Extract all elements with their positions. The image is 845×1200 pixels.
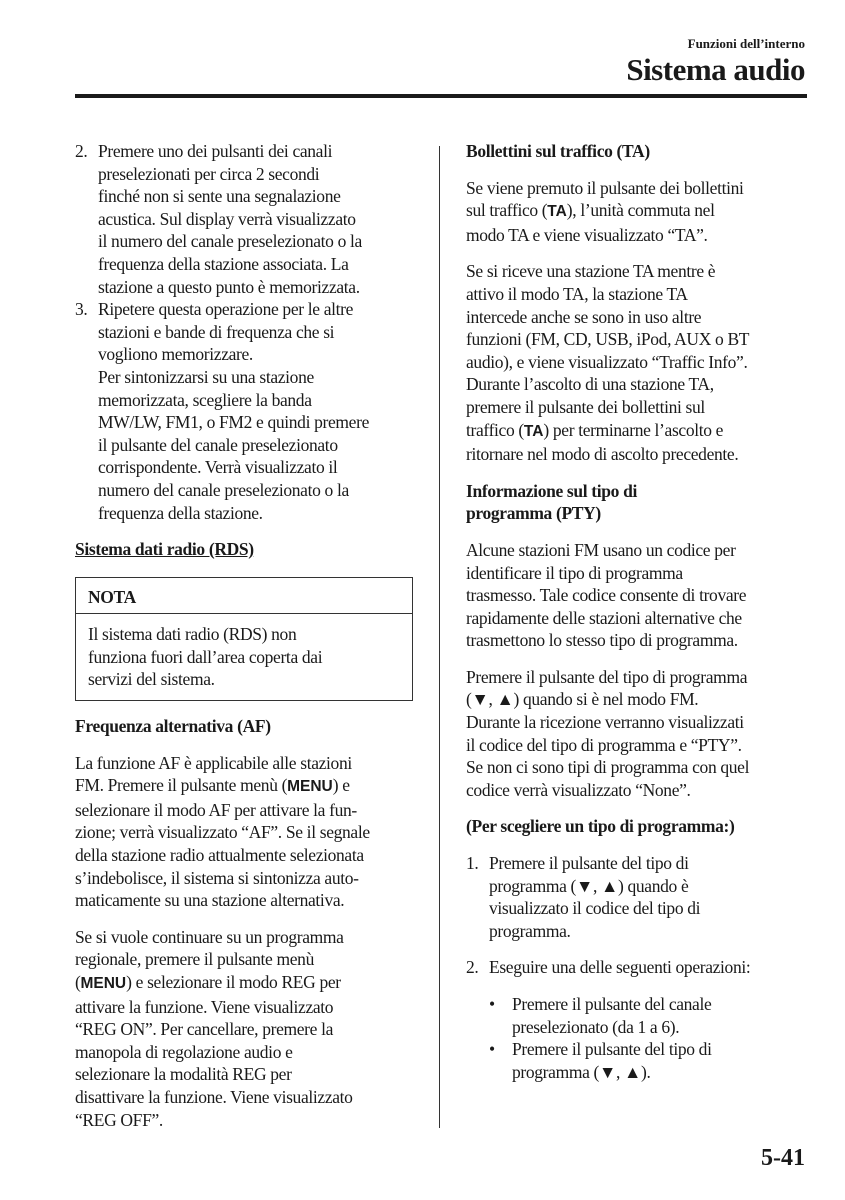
- text-line: programma (▼, ▲).: [512, 1061, 651, 1082]
- text-line: Sistema dati radio (RDS): [75, 539, 254, 560]
- text-line: finché non si sente una segnalazione: [98, 186, 341, 207]
- numbered-item: [75, 140, 415, 298]
- bullet-item: [466, 1038, 811, 1083]
- text-line: selezionare il modo AF per attivare la fun-: [75, 799, 357, 820]
- column-divider: [439, 146, 440, 1128]
- text-segment: ) e selezionare il modo REG per: [126, 972, 341, 992]
- text-line: rapidamente delle stazioni alternative che: [466, 607, 742, 628]
- text-line: MW/LW, FM1, o FM2 e quindi premere: [98, 412, 369, 433]
- text-line: La funzione AF è applicabile alle stazioni: [75, 752, 352, 773]
- text-line: Se si riceve una stazione TA mentre è: [466, 261, 716, 282]
- item-text: [489, 852, 700, 942]
- text-line: identificare il tipo di programma: [466, 562, 683, 583]
- left-column: [75, 140, 415, 1131]
- text-line: preselezionati per circa 2 secondi: [98, 163, 320, 184]
- text-line: Se non ci sono tipi di programma con quel: [466, 757, 750, 778]
- text-line: numero del canale preselezionato o la: [98, 479, 349, 500]
- button-key-label: MENU: [80, 975, 127, 992]
- item-text: [98, 298, 369, 524]
- text-line: servizi del sistema.: [88, 669, 215, 690]
- text-line: s’indebolisce, il sistema si sintonizza auto-: [75, 867, 359, 888]
- text-line: attivare la funzione. Viene visualizzato: [75, 996, 334, 1017]
- text-line: Durante l’ascolto di una stazione TA,: [466, 374, 714, 395]
- text-line: il codice del tipo di programma e “PTY”.: [466, 734, 742, 755]
- text-line: maticamente su una stazione alternativa.: [75, 890, 345, 911]
- text-line: [75, 971, 415, 996]
- text-line: vogliono memorizzare.: [98, 344, 253, 365]
- paragraph: [466, 260, 811, 465]
- item-text: [512, 1038, 712, 1083]
- text-line: visualizzato il codice del tipo di: [489, 898, 701, 919]
- heading: [466, 480, 811, 525]
- item-text: [512, 993, 711, 1038]
- item-number: 2.: [466, 957, 479, 978]
- text-line: stazioni e bande di frequenza che si: [98, 321, 335, 342]
- text-segment: FM. Premere il pulsante menù (: [75, 775, 288, 796]
- paragraph: [466, 666, 811, 802]
- paragraph: [466, 177, 811, 247]
- heading: [75, 715, 415, 738]
- text-line: Premere il pulsante del tipo di programma: [466, 666, 748, 687]
- text-line: codice verrà visualizzato “None”.: [466, 779, 691, 800]
- text-line: “REG ON”. Per cancellare, premere la: [75, 1019, 334, 1040]
- item-text: [98, 140, 362, 298]
- text-line: [466, 419, 811, 444]
- text-line: ritornare nel modo di ascolto precedente.: [466, 444, 739, 465]
- text-line: programma.: [489, 920, 571, 941]
- text-line: intercede anche se sono in uso altre: [466, 306, 702, 327]
- text-line: acustica. Sul display verrà visualizzato: [98, 208, 356, 229]
- numbered-item: [466, 852, 811, 942]
- text-line: Ripetere questa operazione per le altre: [98, 299, 354, 320]
- numbered-item: [75, 298, 415, 524]
- bullet: •: [489, 1039, 495, 1060]
- text-line: (▼, ▲) quando si è nel modo FM.: [466, 689, 699, 710]
- button-key-label: TA: [547, 203, 567, 221]
- text-segment: ) e: [332, 775, 350, 796]
- text-line: audio), e viene visualizzato “Traffic Info”.: [466, 351, 748, 372]
- text-segment: traffico (: [466, 419, 524, 440]
- text-line: Premere uno dei pulsanti dei canali: [98, 141, 333, 161]
- text-line: zione; verrà visualizzato “AF”. Se il segnale: [75, 822, 370, 843]
- text-line: (Per scegliere un tipo di programma:): [466, 816, 735, 837]
- text-line: Se si vuole continuare su un programma: [75, 926, 344, 947]
- paragraph: [75, 926, 415, 1131]
- text-segment: ) per terminarne l’ascolto e: [543, 419, 724, 440]
- text-line: Eseguire una delle seguenti operazioni:: [489, 957, 751, 978]
- heading: [466, 140, 811, 163]
- bullet-item: [466, 993, 811, 1038]
- text-segment: (: [75, 972, 81, 992]
- item-number: 3.: [75, 299, 88, 320]
- text-line: Premere il pulsante del tipo di: [512, 1039, 712, 1060]
- text-line: trasmettono lo stesso tipo di programma.: [466, 630, 738, 651]
- text-line: “REG OFF”.: [75, 1109, 163, 1130]
- text-line: modo TA e viene visualizzato “TA”.: [466, 224, 708, 245]
- text-line: premere il pulsante dei bollettini sul: [466, 396, 705, 417]
- text-line: programma (PTY): [466, 503, 601, 524]
- text-line: Il sistema dati radio (RDS) non: [88, 624, 297, 645]
- note-title: NOTA: [76, 578, 412, 615]
- text-line: memorizzata, scegliere la banda: [98, 389, 312, 410]
- page-title: Sistema audio: [626, 52, 805, 87]
- text-line: trasmesso. Tale codice consente di trovare: [466, 585, 747, 606]
- text-line: Alcune stazioni FM usano un codice per: [466, 539, 736, 560]
- paragraph: [75, 752, 415, 912]
- note-text: [76, 614, 412, 700]
- text-line: funzioni (FM, CD, USB, iPod, AUX o BT: [466, 329, 750, 350]
- text-line: il pulsante del canale preselezionato: [98, 434, 338, 455]
- text-line: Bollettini sul traffico (TA): [466, 141, 650, 161]
- text-line: attivo il modo TA, la stazione TA: [466, 283, 688, 304]
- text-line: regionale, premere il pulsante menù: [75, 949, 314, 970]
- text-line: [466, 199, 811, 224]
- heading: [75, 538, 415, 561]
- section-label: Funzioni dell’interno: [687, 36, 805, 51]
- text-line: selezionare la modalità REG per: [75, 1064, 292, 1085]
- text-line: Informazione sul tipo di: [466, 480, 637, 501]
- text-line: stazione a questo punto è memorizzata.: [98, 276, 360, 297]
- text-line: della stazione radio attualmente selezionata: [75, 845, 364, 866]
- text-segment: sul traffico (: [466, 200, 548, 221]
- right-column: [466, 140, 811, 1083]
- text-line: manopola di regolazione audio e: [75, 1041, 293, 1062]
- text-line: Per sintonizzarsi su una stazione: [98, 366, 314, 387]
- text-segment: ), l’unità commuta nel: [566, 200, 715, 221]
- bullet: •: [489, 994, 495, 1014]
- text-line: Premere il pulsante del canale: [512, 994, 712, 1014]
- text-line: Frequenza alternativa (AF): [75, 716, 271, 737]
- text-line: Se viene premuto il pulsante dei bollettini: [466, 177, 744, 198]
- heading: [466, 815, 811, 838]
- text-line: [75, 774, 415, 799]
- note-box: [75, 577, 413, 701]
- button-key-label: MENU: [287, 778, 333, 796]
- text-line: Durante la ricezione verranno visualizzati: [466, 712, 744, 733]
- page-number: 5-41: [761, 1145, 805, 1171]
- text-line: disattivare la funzione. Viene visualizzato: [75, 1086, 353, 1107]
- item-text: [489, 956, 750, 979]
- text-line: funziona fuori dall’area coperta dai: [88, 646, 323, 667]
- text-line: il numero del canale preselezionato o la: [98, 231, 362, 252]
- text-line: Premere il pulsante del tipo di: [489, 853, 689, 874]
- paragraph: [466, 539, 811, 652]
- text-line: preselezionato (da 1 a 6).: [512, 1016, 680, 1037]
- item-number: 2.: [75, 141, 88, 161]
- text-line: frequenza della stazione associata. La: [98, 253, 349, 274]
- text-line: corrispondente. Verrà visualizzato il: [98, 457, 338, 478]
- text-line: programma (▼, ▲) quando è: [489, 875, 689, 896]
- item-number: 1.: [466, 853, 479, 874]
- header-rule: [75, 94, 807, 98]
- numbered-item: [466, 956, 811, 979]
- text-line: frequenza della stazione.: [98, 502, 263, 523]
- button-key-label: TA: [523, 422, 544, 440]
